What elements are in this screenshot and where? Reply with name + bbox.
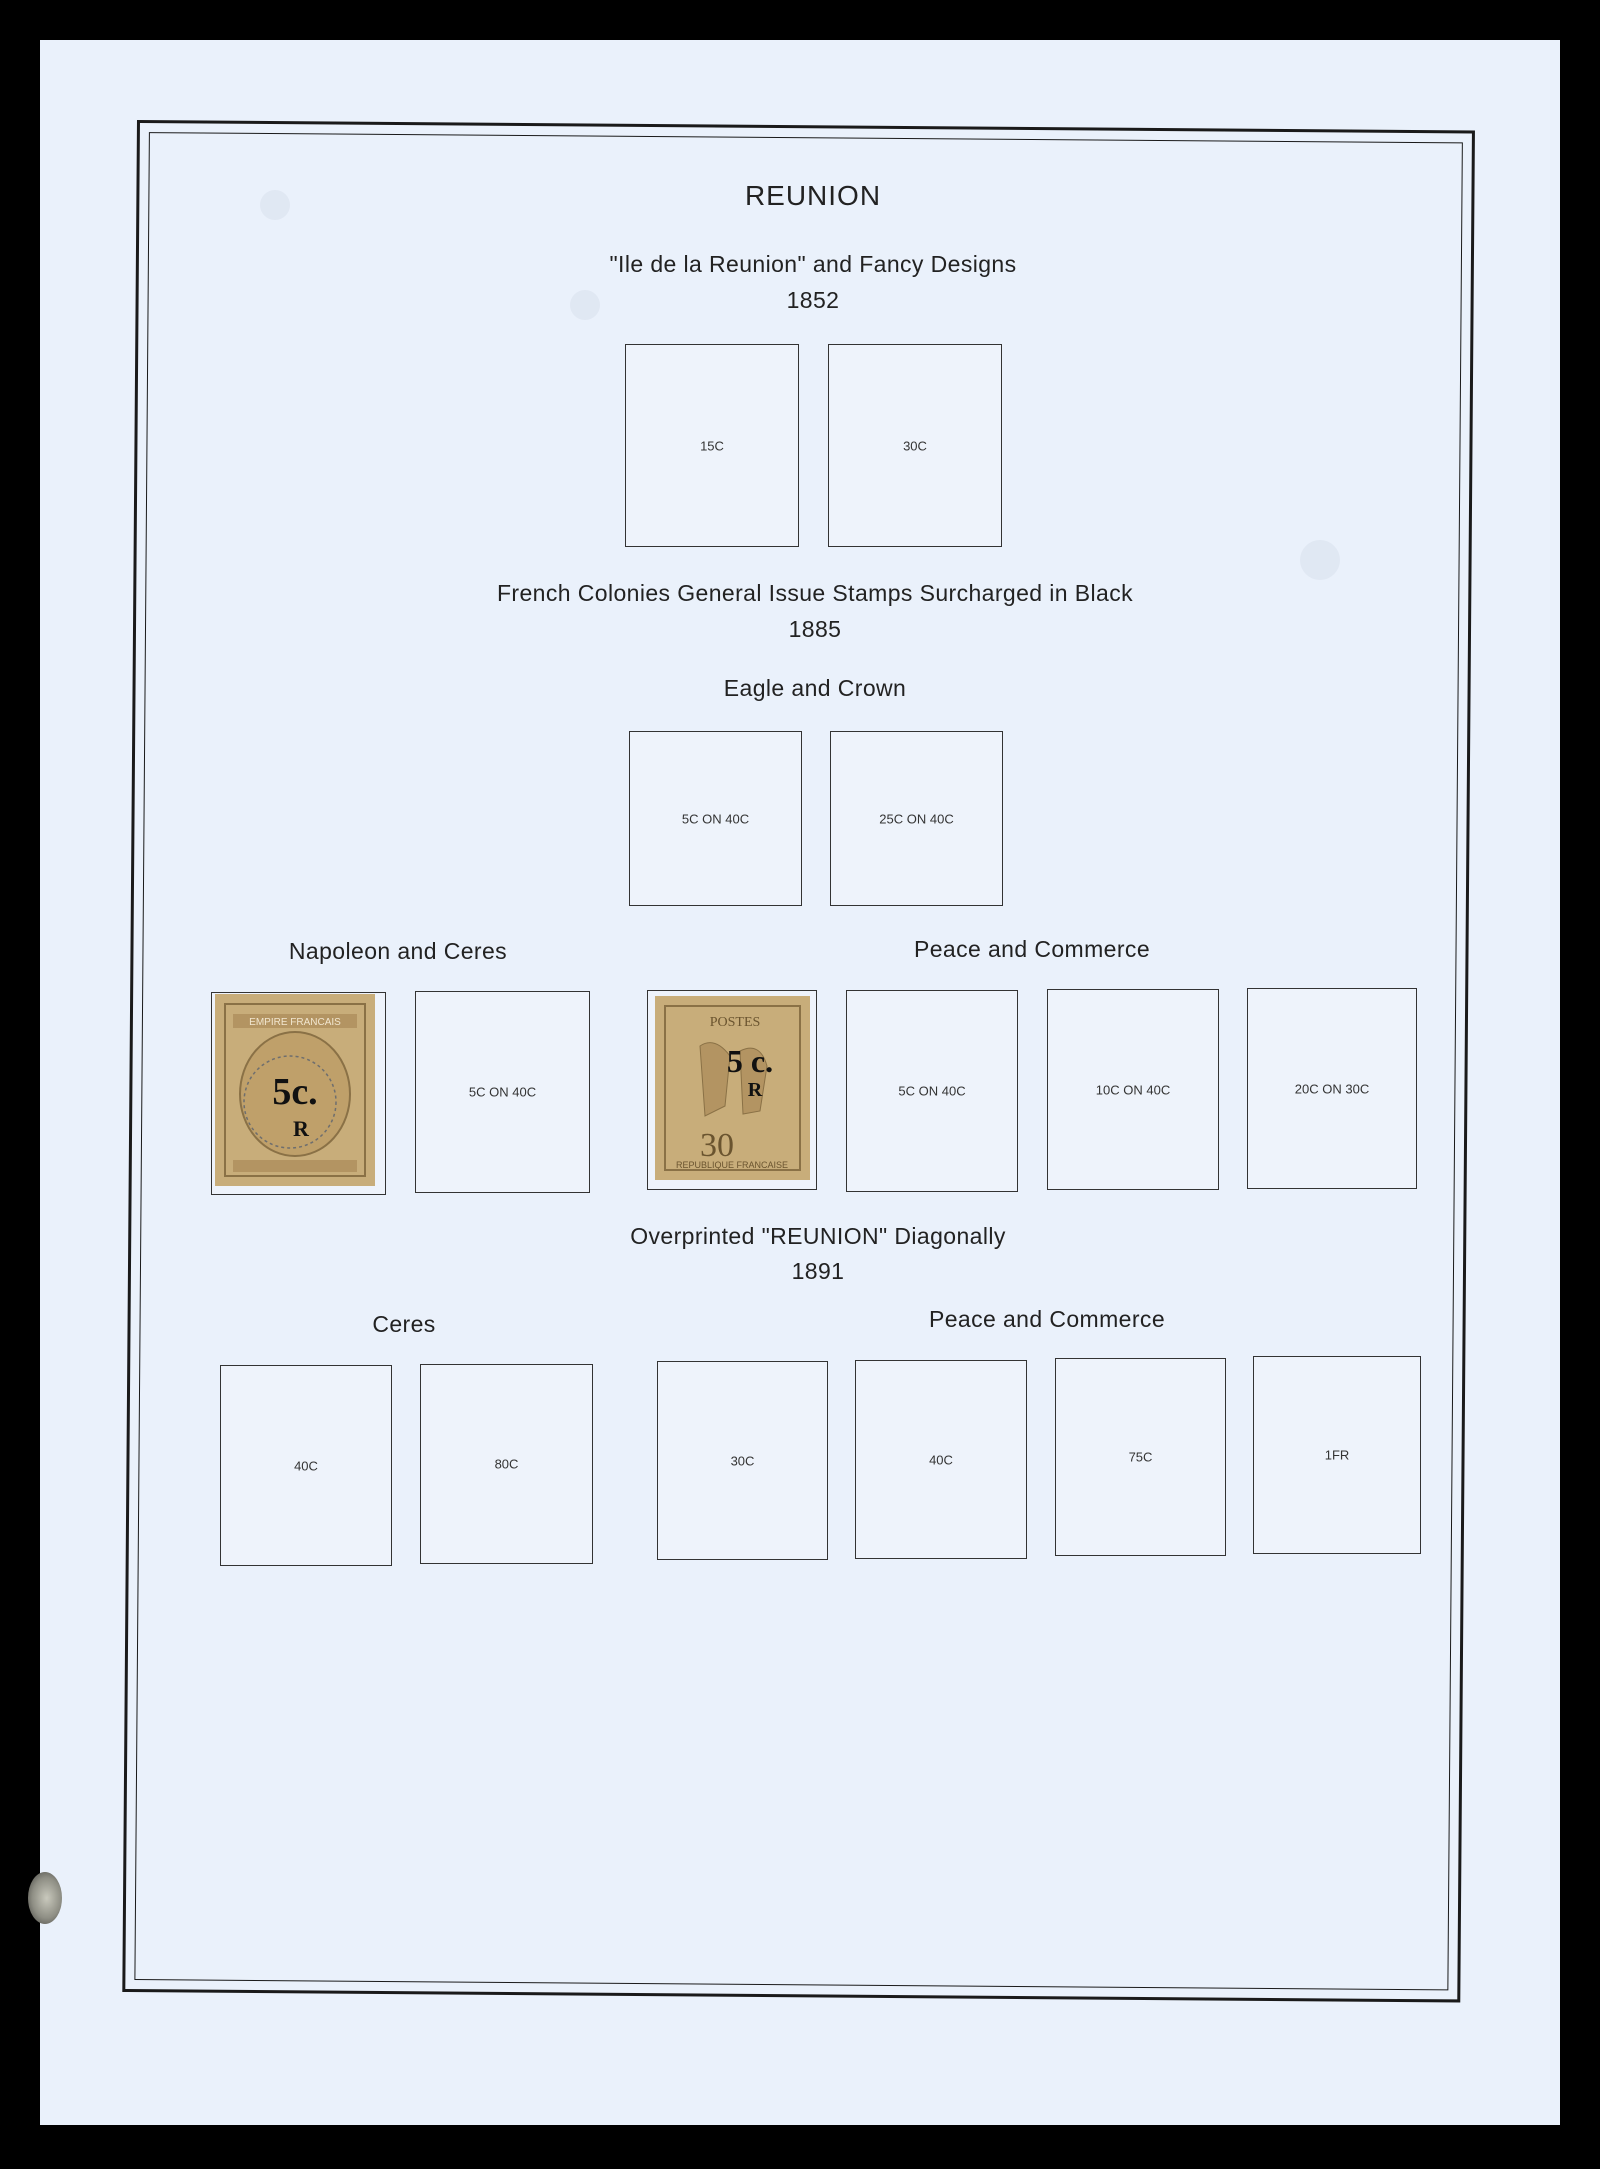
stamp-space — [1055, 1358, 1226, 1556]
stamp-letter: R — [747, 1079, 763, 1101]
stamp-space — [1047, 989, 1219, 1190]
section2-year: 1885 — [788, 616, 842, 642]
section4-heading: Overprinted "REUNION" Diagonally — [630, 1223, 1006, 1249]
stamp-space-label: 15C — [700, 438, 724, 453]
stamp-space — [420, 1364, 593, 1564]
section1-heading: "Ile de la Reunion" and Fancy Designs — [609, 251, 1017, 277]
napoleon-stamp — [215, 994, 375, 1186]
stamp-space — [830, 731, 1003, 906]
peace-commerce-heading-1891: Peace and Commerce — [928, 1306, 1166, 1332]
page-title: REUNION — [744, 180, 882, 211]
stamp-space — [220, 1365, 392, 1566]
stamp-space — [629, 731, 802, 906]
stamp-space-label: 25C ON 40C — [879, 811, 954, 826]
stamp-space — [846, 990, 1018, 1192]
section1-year: 1852 — [786, 287, 840, 313]
stamp-space-label: 1FR — [1324, 1447, 1350, 1463]
stamp-space-label: 5C ON 40C — [681, 811, 750, 826]
stamp-letter: R — [293, 1116, 309, 1141]
stamp-space-label: 5C ON 40C — [898, 1083, 966, 1099]
stamp-space — [855, 1360, 1027, 1559]
stamp-space-label: 30C — [903, 438, 927, 453]
stamp-space — [828, 344, 1002, 547]
section2-subheading: Eagle and Crown — [723, 675, 907, 701]
stamp-space-label: 40C — [929, 1452, 953, 1467]
binder-hole — [28, 1872, 62, 1924]
stamp-space-label: 80C — [494, 1456, 519, 1472]
napoleon-ceres-heading: Napoleon and Ceres — [288, 938, 508, 964]
section2-heading: French Colonies General Issue Stamps Surcharged in Black — [496, 580, 1134, 606]
stamp-space — [415, 991, 590, 1193]
stamp-space-label: 5C ON 40C — [468, 1084, 537, 1100]
stamp-space — [625, 344, 799, 547]
ceres-heading: Ceres — [372, 1311, 436, 1337]
stamp-top-text: POSTES — [709, 1015, 761, 1030]
stamp-space-label: 30C — [730, 1453, 755, 1468]
stamp-top-text: EMPIRE FRANCAIS — [249, 1017, 341, 1028]
peace-commerce-heading: Peace and Commerce — [913, 936, 1151, 962]
stamp-space-label: 20C ON 30C — [1294, 1081, 1370, 1096]
stamp-value: 30 — [700, 1127, 734, 1164]
stamp-space — [1253, 1356, 1421, 1554]
stamp-space-label: 40C — [294, 1458, 318, 1473]
stamp-surcharge: 5c. — [272, 1071, 318, 1113]
peace-commerce-stamp — [655, 996, 810, 1180]
stamp-space-label: 75C — [1128, 1449, 1153, 1465]
stamp-space — [657, 1361, 828, 1560]
stamp-space — [1247, 988, 1417, 1189]
stamp-space-label: 10C ON 40C — [1095, 1082, 1171, 1097]
section4-year: 1891 — [791, 1258, 845, 1284]
stamp-bottom-text: REPUBLIQUE FRANCAISE — [675, 1160, 789, 1170]
stamp-surcharge: 5 c. — [726, 1043, 774, 1079]
